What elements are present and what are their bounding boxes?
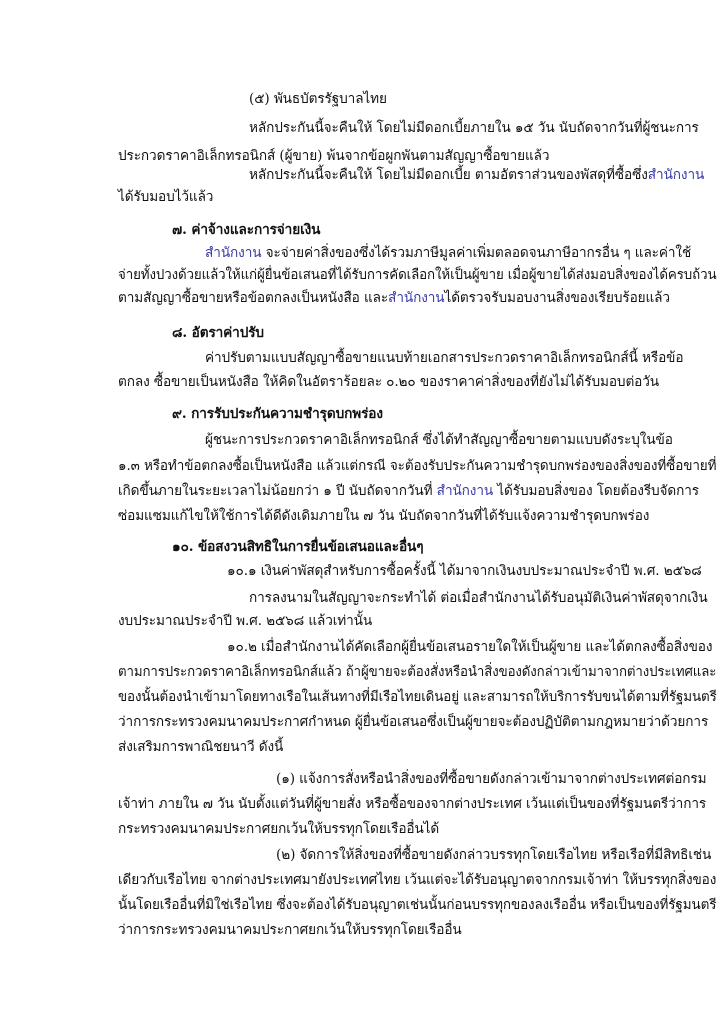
paragraph-line: ว่าการกระทรวงคมนาคมประกาศกำหนด ผู้ยื่นข้อเสนอซึ่งเป็นผู้ขายจะต้องปฏิบัติตามกฎหมายว่าด้วยการ: [118, 714, 709, 730]
office-name: สำนักงาน: [205, 245, 262, 261]
paragraph-line: [118, 289, 670, 307]
subclause-2: (๒) จัดการให้สิ่งของที่ซื้อขายดังกล่าวบรรทุกโดยเรือไทย หรือเรือที่มีสิทธิเช่น: [276, 847, 712, 863]
paragraph-line: [205, 244, 691, 262]
paragraph-line: [249, 166, 704, 184]
paragraph-line: ซ่อมแซมแก้ไขให้ใช้การได้ดีดังเดิมภายใน ๗ วัน นับถัดจากวันที่ได้รับแจ้งความชำรุดบกพร่อง: [118, 508, 650, 524]
section-7-heading: ๗. ค่าจ้างและการจ่ายเงิน: [172, 222, 321, 238]
paragraph-line: การลงนามในสัญญาจะกระทำได้ ต่อเมื่อสำนักงานได้รับอนุมัติเงินค่าพัสดุจากเงิน: [249, 590, 708, 606]
paragraph-line: ประกวดราคาอิเล็กทรอนิกส์ (ผู้ขาย) พ้นจากข้อผูกพันตามสัญญาซื้อขายแล้ว: [118, 148, 550, 164]
paragraph-line: ของนั้นต้องนำเข้ามาโดยทางเรือในเส้นทางที่มีเรือไทยเดินอยู่ และสามารถให้บริการรับขนได้ตามที่รัฐมนตรี: [118, 689, 717, 705]
text-run: ได้รับมอบสิ่งของ โดยต้องรีบจัดการ: [493, 483, 700, 499]
text-run: ตามสัญญาซื้อขายหรือข้อตกลงเป็นหนังสือ และ: [118, 290, 389, 306]
office-name: สำนักงาน: [647, 167, 705, 183]
paragraph-line: งบประมาณประจำปี พ.ศ. ๒๕๖๘ แล้วเท่านั้น: [118, 613, 373, 629]
paragraph-line: [118, 482, 699, 500]
paragraph-line: จ่ายทั้งปวงด้วยแล้วให้แก่ผู้ยื่นข้อเสนอที่ได้รับการคัดเลือกให้เป็นผู้ขาย เมื่อผู้ขายได้ส่งมอบสิ่งของได้ครบถ้วน: [118, 267, 717, 283]
paragraph-line: ได้รับมอบไว้แล้ว: [118, 189, 214, 205]
paragraph-line: ส่งเสริมการพาณิชยนาวี ดังนี้: [118, 739, 284, 755]
paragraph-line: ผู้ชนะการประกวดราคาอิเล็กทรอนิกส์ ซึ่งได้ทำสัญญาซื้อขายตามแบบดังระบุในข้อ: [205, 432, 673, 448]
bond-item-5: (๕) พันธบัตรรัฐบาลไทย: [249, 91, 387, 107]
text-run: เกิดขึ้นภายในระยะเวลาไม่น้อยกว่า ๑ ปี นับถัดจากวันที่: [118, 483, 437, 499]
paragraph-line: นั้นโดยเรืออื่นที่มิใช่เรือไทย ซึ่งจะต้องได้รับอนุญาตเช่นนั้นก่อนบรรทุกของลงเรืออื่น หรือเป็นของที่รัฐมนตรี: [118, 897, 717, 913]
paragraph-line: ตามการประกวดราคาอิเล็กทรอนิกส์แล้ว ถ้าผู้ขายจะต้องสั่งหรือนำสิ่งของดังกล่าวเข้ามาจากต่างประเทศและ: [118, 664, 717, 680]
clause-10-2: ๑๐.๒ เมื่อสำนักงานได้คัดเลือกผู้ยื่นข้อเสนอรายใดให้เป็นผู้ขาย และได้ตกลงซื้อสิ่งของ: [227, 639, 713, 655]
clause-10-1: ๑๐.๑ เงินค่าพัสดุสำหรับการซื้อครั้งนี้ ได้มาจากเงินงบประมาณประจำปี พ.ศ. ๒๕๖๘: [227, 563, 702, 579]
paragraph-line: หลักประกันนี้จะคืนให้ โดยไม่มีดอกเบี้ยภายใน ๑๕ วัน นับถัดจากวันที่ผู้ชนะการ: [249, 120, 699, 136]
section-8-heading: ๘. อัตราค่าปรับ: [172, 325, 264, 341]
text-run: หลักประกันนี้จะคืนให้ โดยไม่มีดอกเบี้ย ตามอัตราส่วนของพัสดุที่ซื้อซึ่ง: [249, 167, 648, 183]
subclause-1: (๑) แจ้งการสั่งหรือนำสิ่งของที่ซื้อขายดังกล่าวเข้ามาจากต่างประเทศต่อกรม: [276, 771, 707, 787]
paragraph-line: ๑.๓ หรือทำข้อตกลงซื้อเป็นหนังสือ แล้วแต่กรณี จะต้องรับประกันความชำรุดบกพร่องของสิ่งของที่ซื้อขายที่: [118, 458, 717, 474]
section-9-heading: ๙. การรับประกันความชำรุดบกพร่อง: [172, 406, 383, 422]
section-10-heading: ๑๐. ข้อสงวนสิทธิในการยื่นข้อเสนอและอื่นๆ: [172, 539, 424, 555]
paragraph-line: ค่าปรับตามแบบสัญญาซื้อขายแนบท้ายเอกสารประกวดราคาอิเล็กทรอนิกส์นี้ หรือข้อ: [205, 350, 684, 366]
text-run: จะจ่ายค่าสิ่งของซึ่งได้รวมภาษีมูลค่าเพิ่มตลอดจนภาษีอากรอื่น ๆ และค่าใช้: [261, 245, 692, 261]
paragraph-line: ว่าการกระทรวงคมนาคมประกาศยกเว้นให้บรรทุกโดยเรืออื่น: [118, 922, 462, 938]
paragraph-line: กระทรวงคมนาคมประกาศยกเว้นให้บรรทุกโดยเรืออื่นได้: [118, 821, 440, 837]
paragraph-line: เจ้าท่า ภายใน ๗ วัน นับตั้งแต่วันที่ผู้ขายสั่ง หรือซื้อของจากต่างประเทศ เว้นแต่เป็นของที่รัฐมนตรีว่าการ: [118, 796, 707, 812]
office-name: สำนักงาน: [436, 483, 494, 499]
office-name: สำนักงาน: [388, 290, 445, 306]
paragraph-line: ตกลง ซื้อขายเป็นหนังสือ ให้คิดในอัตราร้อยละ ๐.๒๐ ของราคาค่าสิ่งของที่ยังไม่ได้รับมอบต่อวัน: [118, 374, 659, 390]
paragraph-line: เดียวกับเรือไทย จากต่างประเทศมายังประเทศไทย เว้นแต่จะได้รับอนุญาตจากกรมเจ้าท่า ให้บรรทุกสิ่งของ: [118, 872, 717, 888]
text-run: ได้ตรวจรับมอบงานสิ่งของเรียบร้อยแล้ว: [444, 290, 670, 306]
